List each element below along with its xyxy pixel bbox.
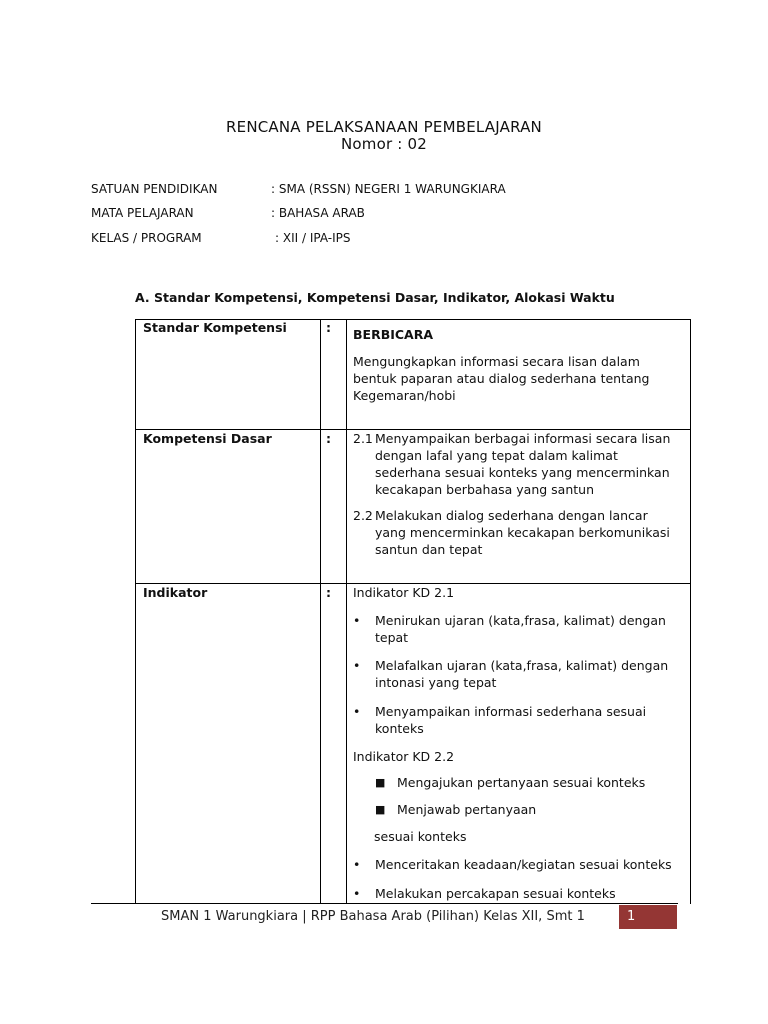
square-bullet-icon: ■ xyxy=(375,776,386,789)
standar-heading: BERBICARA xyxy=(353,327,434,342)
kd-line: Melakukan dialog sederhana dengan lancar xyxy=(375,508,648,523)
bullet-line: Mengajukan pertanyaan sesuai konteks xyxy=(397,775,646,790)
footer-text: SMAN 1 Warungkiara | RPP Bahasa Arab (Pilihan) Kelas XII, Smt 1 xyxy=(161,909,585,924)
bullet-icon: • xyxy=(353,613,361,628)
bullet-line: Menceritakan keadaan/kegiatan sesuai konteks xyxy=(375,857,672,872)
bullet-icon: • xyxy=(353,857,361,872)
square-bullet-icon: ■ xyxy=(375,803,386,816)
standar-line: Mengungkapkan informasi secara lisan dalam xyxy=(353,354,640,369)
bullet-line: Menjawab pertanyaan xyxy=(397,802,537,817)
table-rule xyxy=(135,319,136,904)
bullet-line: Menirukan ujaran (kata,frasa, kalimat) dengan xyxy=(375,613,666,628)
section-a-heading: A. Standar Kompetensi, Kompetensi Dasar, Indikator, Alokasi Waktu xyxy=(135,290,615,305)
indikator-kd2-title: Indikator KD 2.2 xyxy=(353,749,455,764)
row-label-standar: Standar Kompetensi xyxy=(143,320,287,335)
kd-line: yang mencerminkan kecakapan berkomunikasi xyxy=(375,525,670,540)
bullet-line: konteks xyxy=(375,721,424,736)
kd-line: Menyampaikan berbagai informasi secara lisan xyxy=(375,431,671,446)
meta-label: KELAS / PROGRAM xyxy=(91,231,202,245)
meta-label: SATUAN PENDIDIKAN xyxy=(91,182,218,196)
meta-value: : XII / IPA-IPS xyxy=(275,231,351,245)
table-rule xyxy=(690,319,691,904)
kd-line: santun dan tepat xyxy=(375,542,483,557)
continuation-text: sesuai konteks xyxy=(374,829,467,844)
document-number: Nomor : 02 xyxy=(340,135,428,153)
kd-line: kecakapan berbahasa yang santun xyxy=(375,482,595,497)
standar-line: Kegemaran/hobi xyxy=(353,388,456,403)
bullet-icon: • xyxy=(353,704,361,719)
kd-line: sederhana sesuai konteks yang mencerminkan xyxy=(375,465,670,480)
footer-rule xyxy=(91,903,678,904)
row-label-kd: Kompetensi Dasar xyxy=(143,431,272,446)
colon: : xyxy=(326,320,331,335)
colon: : xyxy=(326,585,331,600)
meta-label: MATA PELAJARAN xyxy=(91,206,194,220)
meta-value: : BAHASA ARAB xyxy=(271,206,365,220)
kd-number: 2.2 xyxy=(353,508,373,523)
bullet-line: intonasi yang tepat xyxy=(375,675,497,690)
bullet-line: tepat xyxy=(375,630,409,645)
bullet-line: Melakukan percakapan sesuai konteks xyxy=(375,886,616,901)
table-rule xyxy=(320,319,321,904)
table-rule xyxy=(346,319,347,904)
bullet-icon: • xyxy=(353,658,361,673)
bullet-icon: • xyxy=(353,886,361,901)
document-title: RENCANA PELAKSANAAN PEMBELAJARAN xyxy=(226,118,542,136)
kd-number: 2.1 xyxy=(353,431,373,446)
kd-line: dengan lafal yang tepat dalam kalimat xyxy=(375,448,618,463)
page-number: 1 xyxy=(619,905,677,929)
row-label-indikator: Indikator xyxy=(143,585,208,600)
bullet-line: Menyampaikan informasi sederhana sesuai xyxy=(375,704,647,719)
standar-line: bentuk paparan atau dialog sederhana tentang xyxy=(353,371,650,386)
colon: : xyxy=(326,431,331,446)
bullet-line: Melafalkan ujaran (kata,frasa, kalimat) dengan xyxy=(375,658,669,673)
indikator-kd1-title: Indikator KD 2.1 xyxy=(353,585,455,600)
meta-value: : SMA (RSSN) NEGERI 1 WARUNGKIARA xyxy=(271,182,506,196)
competency-table xyxy=(135,319,691,904)
